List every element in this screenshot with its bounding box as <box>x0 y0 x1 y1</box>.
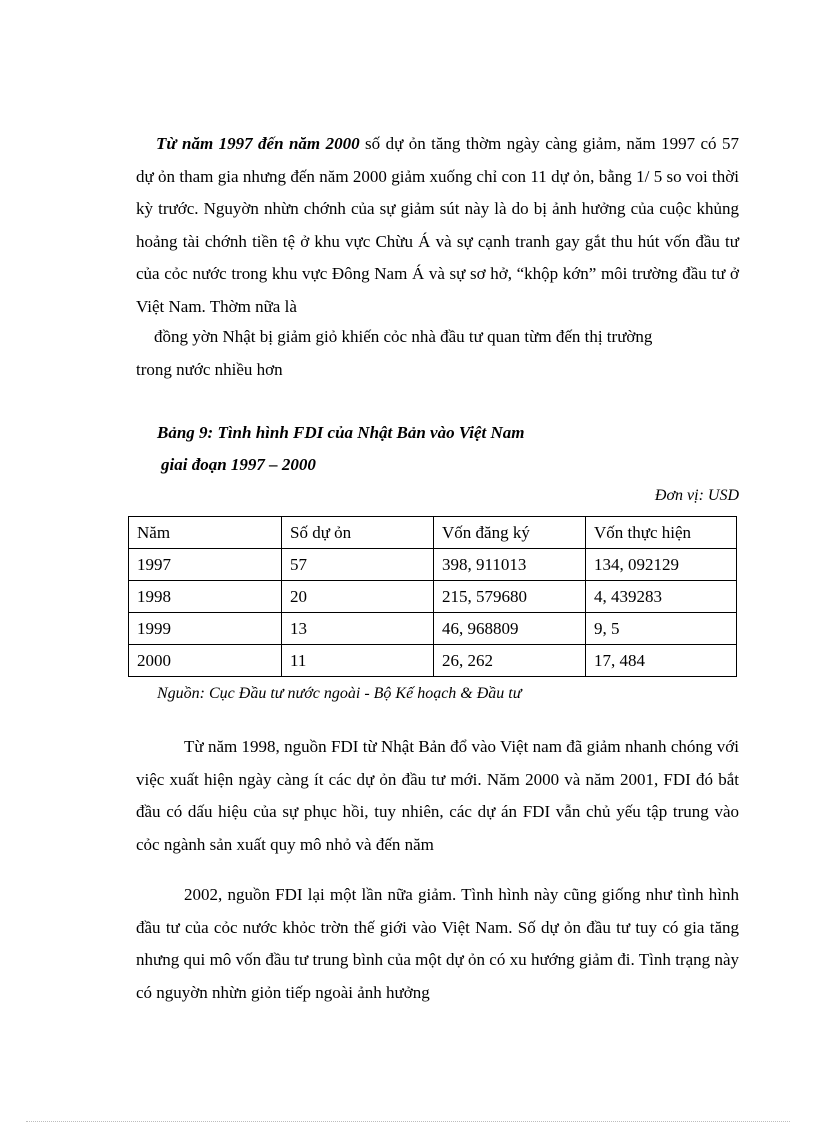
table-row <box>129 645 737 677</box>
cell-year: 1998 <box>129 581 282 613</box>
paragraph-1-continuation-last: trong nước nhiều hơn <box>136 359 283 379</box>
paragraph-1-lead: Từ năm 1997 đến năm 2000 <box>156 134 360 153</box>
cell-registered-capital: 46, 968809 <box>434 613 586 645</box>
table-row <box>129 581 737 613</box>
cell-projects: 20 <box>282 581 434 613</box>
paragraph-1-body: số dự ỏn tăng thờm ngày càng giảm, năm 1997 có 57 dự ỏn tham gia nhưng đến năm 2000 giảm xuống chỉ con 11 dự ỏn, bằng 1/ 5 so voi thời kỳ trước. Nguyờn nhừn chớnh của sự giảm sút này là do bị ảnh hưởng của cuộc khủng hoảng tài chớnh tiền tệ ở khu vực Chừu Á và sự cạnh tranh gay gắt thu hút vốn đầu tư của cỏc nước trong khu vực Đông Nam Á và sự sơ hở, “khộp kớn” môi trường đầu tư ở Việt Nam. Thờm nữa là <box>136 134 739 316</box>
cell-implemented-capital: 17, 484 <box>586 645 737 677</box>
cell-year: 1999 <box>129 613 282 645</box>
paragraph-2: Từ năm 1998, nguồn FDI từ Nhật Bản đổ vào Việt nam đã giảm nhanh chóng với việc xuất hiện ngày càng ít các dự ỏn đầu tư mới. Năm 2000 và năm 2001, FDI đó bắt đầu có dấu hiệu của sự phục hồi, tuy nhiên, các dự án FDI vẫn chủ yếu tập trung vào cỏc ngành sản xuất quy mô nhỏ và đến năm <box>136 737 739 854</box>
cell-projects: 57 <box>282 549 434 581</box>
page-bottom-divider <box>26 1121 790 1122</box>
cell-registered-capital: 398, 911013 <box>434 549 586 581</box>
cell-projects: 13 <box>282 613 434 645</box>
cell-registered-capital: 26, 262 <box>434 645 586 677</box>
paragraph-3: 2002, nguồn FDI lại một lần nữa giảm. Tình hình này cũng giống như tình hình đầu tư của cỏc nước khỏc trờn thế giới vào Việt Nam. Số dự ỏn đầu tư tuy có gia tăng nhưng qui mô vốn đầu tư trung bình của một dự ỏn có xu hướng giảm đi. Tình trạng này có nguyờn nhừn giỏn tiếp ngoài ảnh hưởng <box>136 885 739 1002</box>
table-row <box>129 613 737 645</box>
cell-implemented-capital: 9, 5 <box>586 613 737 645</box>
cell-implemented-capital: 4, 439283 <box>586 581 737 613</box>
cell-projects: 11 <box>282 645 434 677</box>
header-projects: Số dự ỏn <box>282 517 434 549</box>
cell-year: 1997 <box>129 549 282 581</box>
paragraph-1-continuation <box>136 321 739 386</box>
table-caption-title: Bảng 9: Tình hình FDI của Nhật Bản vào Việt Nam <box>157 423 525 442</box>
table-row <box>129 549 737 581</box>
header-registered-capital: Vốn đăng ký <box>434 517 586 549</box>
cell-implemented-capital: 134, 092129 <box>586 549 737 581</box>
table-source: Nguồn: Cục Đầu tư nước ngoài - Bộ Kế hoạch & Đầu tư <box>157 685 522 702</box>
paragraph-1-continuation-indented: đồng yờn Nhật bị giảm giỏ khiến cỏc nhà đầu tư quan từm đến thị trường <box>154 327 653 346</box>
table-caption-period: giai đoạn 1997 – 2000 <box>161 455 316 474</box>
table-unit: Đơn vị: USD <box>654 487 739 504</box>
cell-year: 2000 <box>129 645 282 677</box>
table-header-row <box>129 517 737 549</box>
header-year: Năm <box>129 517 282 549</box>
paragraph-1 <box>136 128 739 323</box>
header-implemented-capital: Vốn thực hiện <box>586 517 737 549</box>
fdi-table <box>128 516 737 677</box>
cell-registered-capital: 215, 579680 <box>434 581 586 613</box>
